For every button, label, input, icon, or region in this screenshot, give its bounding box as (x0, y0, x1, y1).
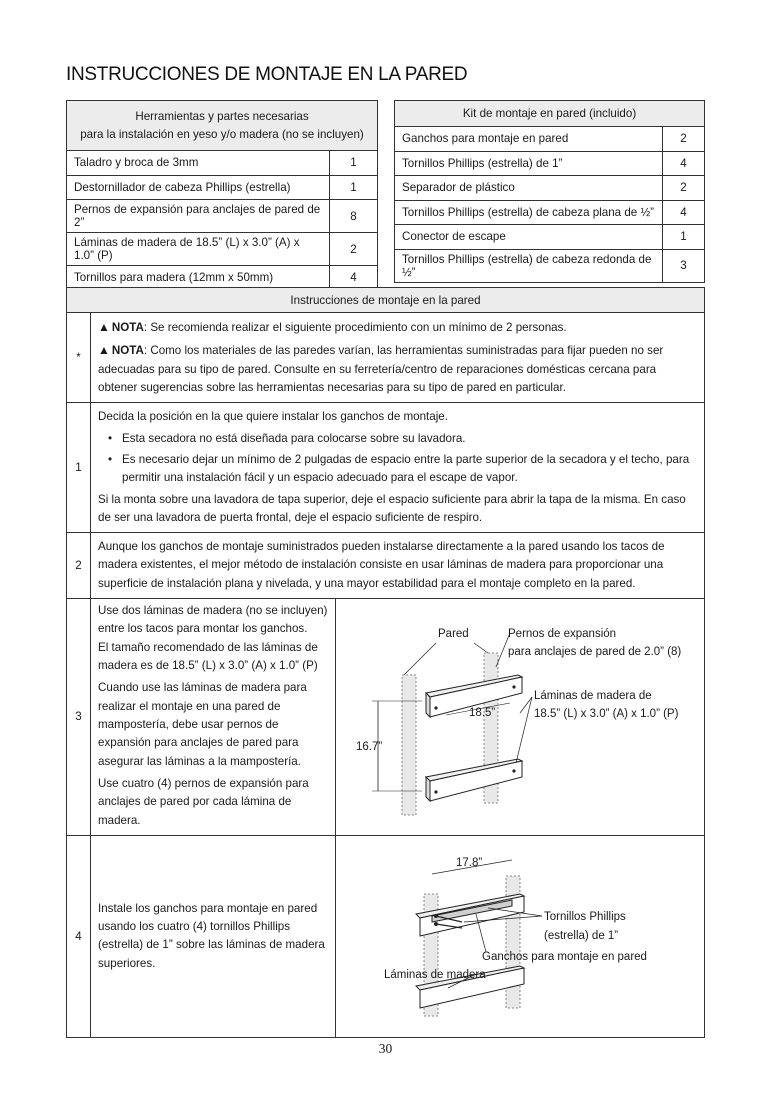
table-row (67, 533, 705, 599)
label-pernos-2: para anclajes de pared de 2.0” (8) (508, 645, 682, 658)
tool-item: Taladro y broca de 3mm (67, 151, 330, 176)
step-number: 4 (67, 835, 91, 1037)
label-pernos-1: Pernos de expansión (508, 627, 617, 640)
bolt-icon (434, 706, 437, 709)
label-laminas-2: 18.5” (L) x 3.0” (A) x 1.0” (P) (534, 707, 679, 720)
bolt-icon (434, 790, 437, 793)
tools-header-line1: Herramientas y partes necesarias (135, 109, 309, 123)
step-3-p1: Use dos láminas de madera (no se incluyen) entre los tacos para montar los ganchos. (98, 604, 328, 636)
note-label: NOTA (111, 321, 144, 334)
step-4-figure (336, 835, 705, 1037)
step-3-figure (336, 599, 705, 836)
kit-item: Tornillos Phillips (estrella) de 1” (395, 151, 663, 176)
table-row (395, 151, 705, 176)
label-tornillos-1: Tornillos Phillips (544, 911, 626, 924)
list-item: • Esta secadora no está diseñada para colocarse sobre su lavadora. (98, 430, 697, 448)
table-row (67, 175, 378, 200)
page-title: INSTRUCCIONES DE MONTAJE EN LA PARED (66, 64, 468, 85)
step-4-text: Instale los ganchos para montaje en pared usando los cuatro (4) tornillos Phillips (estrella) de 1” sobre las láminas de madera superiores. (91, 835, 336, 1037)
kit-qty: 4 (663, 151, 705, 176)
tool-qty: 8 (330, 200, 378, 233)
step-2-text: Aunque los ganchos de montaje suministrados pueden instalarse directamente a la pared usando los tacos de madera existentes, el mejor método de instalación consiste en usar láminas de madera para proporcionar una superficie de instalación plana y nivelada, y una mayor estabilidad para el montaje completo en la pared. (91, 533, 705, 599)
tools-table-header (67, 101, 378, 151)
table-row (395, 249, 705, 282)
step-3-p2: Cuando use las láminas de madera para realizar el montaje en una pared de mampostería, debe usar pernos de expansión para anclajes de pared para asegurar las láminas a la mampostería. (98, 681, 307, 768)
step-number: 2 (67, 533, 91, 599)
lower-board-end (426, 777, 430, 801)
notes-cell (91, 313, 705, 403)
bolt-icon (512, 685, 515, 688)
step-number: 3 (67, 599, 91, 836)
kit-item: Conector de escape (395, 225, 663, 250)
table-row (395, 176, 705, 201)
tool-item: Destornillador de cabeza Phillips (estrella) (67, 175, 330, 200)
kit-item: Tornillos Phillips (estrella) de cabeza plana de ½” (395, 200, 663, 225)
tools-table (66, 100, 378, 291)
step-1-bullets (98, 430, 697, 488)
table-row (67, 835, 705, 1037)
tool-item: Láminas de madera de 18.5” (L) x 3.0” (A) x 1.0” (P) (67, 233, 330, 266)
kit-table (394, 100, 705, 283)
label-laminas: Láminas de madera (384, 969, 486, 982)
page-number: 30 (378, 1041, 393, 1056)
step-1-intro: Decida la posición en la que quiere instalar los ganchos de montaje. (98, 410, 448, 424)
kit-item: Ganchos para montaje en pared (395, 127, 663, 152)
note-label: NOTA (111, 344, 144, 358)
warning-icon: ▲ (98, 343, 110, 358)
kit-qty: 2 (663, 176, 705, 201)
table-row (395, 200, 705, 225)
steps-table (66, 287, 705, 1038)
warning-icon: ▲ (98, 320, 110, 334)
table-row (67, 200, 378, 233)
label-pared: Pared (438, 627, 469, 640)
label-laminas-1: Láminas de madera de (534, 689, 652, 702)
kit-qty: 4 (663, 200, 705, 225)
steps-table-header: Instrucciones de montaje en la pared (67, 288, 705, 313)
tool-item: Pernos de expansión para anclajes de pared de 2” (67, 200, 330, 233)
kit-table-header: Kit de montaje en pared (incluido) (395, 101, 705, 127)
table-row (67, 313, 705, 403)
table-row (67, 233, 378, 266)
note-2 (98, 341, 697, 397)
tool-item: Tornillos para madera (12mm x 50mm) (67, 266, 330, 291)
table-row (395, 225, 705, 250)
label-ganchos: Ganchos para montaje en pared (482, 951, 647, 964)
note-1 (98, 318, 697, 337)
table-row (67, 599, 705, 836)
step-number: * (67, 313, 91, 403)
tool-qty: 1 (330, 151, 378, 176)
table-row (395, 127, 705, 152)
tools-header-line2: para la instalación en yeso y/o madera (no se incluyen) (80, 127, 364, 141)
note-2-text: : Como los materiales de las paredes varían, las herramientas suministradas para fijar pueden no ser adecuadas para su tipo de pared. Consulte en su ferretería/centro de reparaciones domésticas cercana para obtener sugerencias sobre las herramientas necesarias para su tipo de pared en particular. (98, 344, 664, 394)
dim-label: 17.8” (456, 857, 483, 870)
table-row (67, 403, 705, 533)
kit-item: Tornillos Phillips (estrella) de cabeza redonda de ½” (395, 249, 663, 282)
tool-qty: 1 (330, 175, 378, 200)
kit-item: Separador de plástico (395, 176, 663, 201)
kit-qty: 1 (663, 225, 705, 250)
wall-stud (402, 675, 416, 815)
table-row (67, 151, 378, 176)
note-1-text: : Se recomienda realizar el siguiente procedimiento con un mínimo de 2 personas. (143, 321, 567, 334)
screw-icon (434, 922, 438, 926)
label-tornillos-2: (estrella) de 1” (544, 930, 619, 943)
kit-qty: 2 (663, 127, 705, 152)
hook-install-diagram (336, 836, 704, 1036)
step-number: 1 (67, 403, 91, 533)
step-3-p1b: El tamaño recomendado de las láminas de madera es de 18.5” (L) x 3.0” (A) x 1.0” (P) (98, 640, 318, 672)
tool-qty: 2 (330, 233, 378, 266)
wall-board-diagram (336, 613, 704, 821)
step-3-text-cell (91, 599, 336, 836)
upper-board-end (426, 693, 430, 717)
dim-height-label: 16.7” (356, 740, 383, 753)
tool-qty: 4 (330, 266, 378, 291)
kit-qty: 3 (663, 249, 705, 282)
dim-width-label: 18.5” (469, 706, 496, 719)
list-item: • Es necesario dejar un mínimo de 2 pulgadas de espacio entre la parte superior de la secadora y el techo, para permitir una instalación fácil y un espacio adecuado para el escape de vapor. (98, 451, 697, 488)
step-3-p3: Use cuatro (4) pernos de expansión para anclajes de pared por cada lámina de madera. (98, 776, 309, 827)
step-1-cell (91, 403, 705, 533)
screw-icon (434, 914, 438, 918)
bolt-icon (512, 769, 515, 772)
step-1-outro: Si la monta sobre una lavadora de tapa superior, deje el espacio suficiente para abrir la tapa de la misma. En caso de ser una lavadora de puerta frontal, deje el espacio suficiente de respiro. (98, 492, 686, 524)
